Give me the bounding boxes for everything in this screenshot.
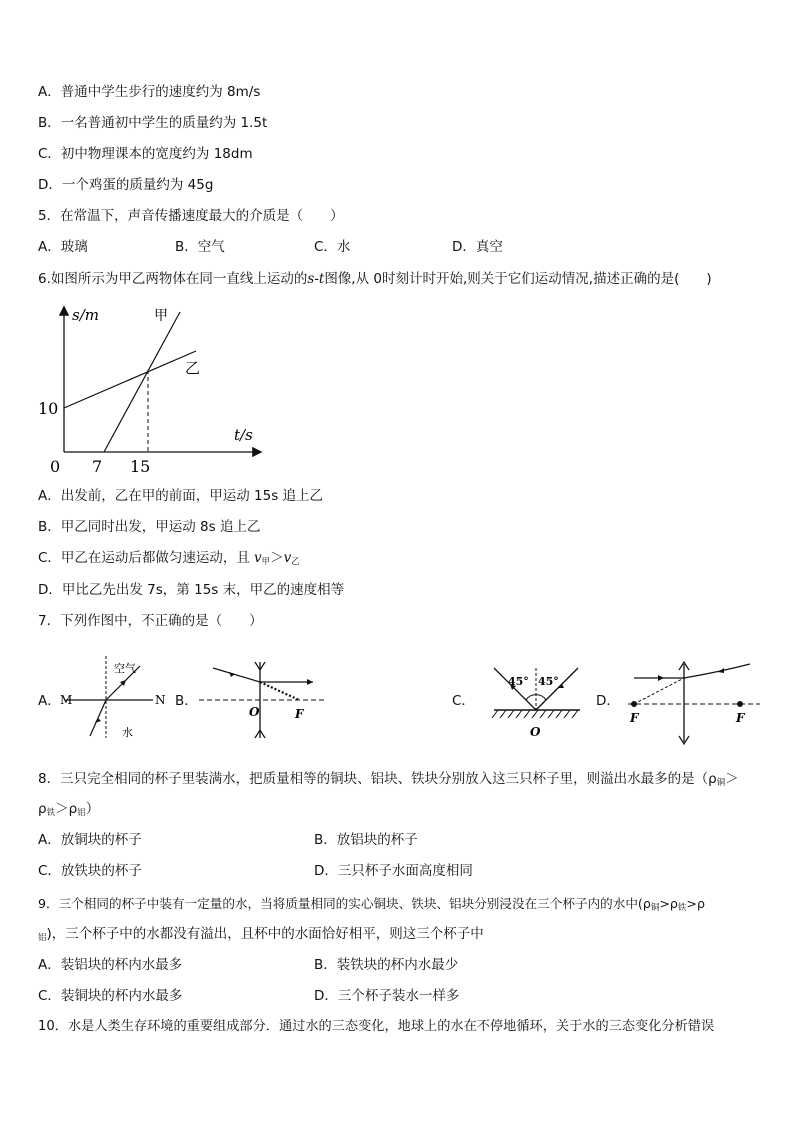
q5-option-b: B．空气 — [175, 239, 225, 255]
q8-option-c: C．放铁块的杯子 — [38, 863, 142, 879]
q6-stem — [38, 270, 712, 288]
q5-stem: 5．在常温下，声音传播速度最大的介质是（ ） — [38, 208, 344, 224]
q7-option-b-label: B． — [175, 693, 198, 709]
q4-option-b: B．一名普通初中学生的质量约为 1.5t — [38, 115, 268, 131]
q9-option-b: B．装铁块的杯内水最少 — [314, 957, 459, 973]
q9-stem-text: 9．三个相同的杯子中装有一定量的水，当将质量相同的实心铜块、铁块、铝块分别浸没在三个杯子内的水中(ρ — [38, 896, 651, 911]
q7-c-angle-right: 45° — [538, 675, 559, 688]
q5-option-a: A．玻璃 — [38, 239, 88, 255]
q9-option-d: D．三个杯子装水一样多 — [314, 988, 460, 1004]
q7-b-f: F — [295, 707, 304, 721]
q8-sub-tie: 铁 — [46, 808, 56, 818]
q7-option-c-label: C． — [452, 693, 475, 709]
q6-x-tick-0: 0 — [50, 457, 61, 476]
q6-v-yi: v — [283, 550, 292, 566]
q4-option-d: D．一个鸡蛋的质量约为 45g — [38, 177, 214, 193]
q5-option-d: D．真空 — [452, 239, 503, 255]
q6-x-axis-label: t/s — [234, 426, 253, 444]
q6-label-jia: 甲 — [154, 308, 168, 324]
q6-label-yi: 乙 — [185, 359, 201, 377]
q6-st-graph — [30, 298, 270, 478]
q9-sub-lv: 铝 — [38, 933, 47, 943]
q6-x-tick-7: 7 — [92, 457, 103, 476]
q6-option-a: A．出发前，乙在甲的前面，甲运动 15s 追上乙 — [38, 488, 324, 504]
q9-sub-tong: 铜 — [650, 903, 660, 913]
q6-option-d: D．甲比乙先出发 7s，第 15s 末，甲乙的速度相等 — [38, 582, 345, 598]
q9-stem-line1 — [38, 895, 705, 917]
q6-stem-st: s-t — [307, 271, 325, 287]
q8-stem-line1 — [38, 770, 739, 792]
q4-option-c: C．初中物理课本的宽度约为 18dm — [38, 146, 253, 162]
q7-a-water: 水 — [122, 726, 133, 739]
q6-option-b: B．甲乙同时出发，甲运动 8s 追上乙 — [38, 519, 261, 535]
q10-stem: 10．水是人类生存环境的重要组成部分．通过水的三态变化，地球上的水在不停地循环，关于水的三态变化分析错误 — [38, 1019, 715, 1034]
q7-option-a-label: A． — [38, 693, 61, 709]
q6-sub-jia: 甲 — [261, 557, 271, 567]
q8-gt2: ＞ρ — [55, 801, 78, 817]
q6-y-tick-10: 10 — [38, 399, 59, 418]
q8-gt1: ＞ — [725, 771, 739, 787]
q7-fig-a-refraction — [58, 652, 173, 742]
q9-gt1: >ρ — [659, 896, 678, 911]
q6-y-axis-label: s/m — [72, 306, 99, 324]
q8-option-a: A．放铜块的杯子 — [38, 832, 142, 848]
q6-line-jia — [104, 312, 180, 452]
q7-option-d-label: D． — [596, 693, 620, 709]
q6-option-c-text: C．甲乙在运动后都做匀速运动，且 — [38, 550, 250, 566]
q7-b-incident-ray — [213, 668, 260, 682]
q7-fig-b-concave-lens — [195, 658, 335, 743]
q7-b-o: O — [249, 705, 260, 719]
q7-c-angle-left: 45° — [508, 675, 529, 688]
q6-sub-yi: 乙 — [291, 557, 300, 567]
q6-option-c — [38, 549, 300, 571]
q7-a-m: M — [60, 693, 73, 707]
q9-stem-line2-text: )，三个杯子中的水都没有溢出，且杯中的水面恰好相平，则这三个杯子中 — [46, 926, 484, 942]
q6-x-tick-15: 15 — [130, 457, 151, 476]
q7-fig-d-convex-lens — [614, 658, 762, 746]
q6-stem-part1: 6.如图所示为甲乙两物体在同一直线上运动的 — [38, 271, 308, 287]
q7-fig-c-reflection — [486, 658, 586, 743]
q8-rho2: ρ — [38, 801, 47, 817]
q7-stem: 7．下列作图中，不正确的是（ ） — [38, 613, 263, 629]
q6-v-jia: v — [253, 550, 262, 566]
q7-d-f-right: F — [736, 711, 745, 725]
q7-d-dashed-ray — [634, 678, 684, 704]
q8-close: ） — [85, 801, 100, 817]
q8-sub-tong: 铜 — [716, 778, 726, 788]
q7-d-refracted-ray — [684, 664, 750, 678]
q7-d-f-left: F — [630, 711, 639, 725]
q5-option-c: C．水 — [314, 239, 351, 255]
q7-b-dotted-ray — [260, 682, 299, 700]
q9-option-a: A．装铝块的杯内水最多 — [38, 957, 183, 973]
q7-a-n: N — [155, 693, 166, 707]
q6-greater: ＞ — [270, 550, 284, 566]
q7-d-focus-right — [737, 701, 743, 707]
q7-a-air: 空气 — [114, 662, 136, 675]
q9-option-c: C．装铜块的杯内水最多 — [38, 988, 183, 1004]
q9-stem-line2 — [38, 925, 484, 947]
q6-stem-part2: 图像,从 0时刻计时开始,则关于它们运动情况,描述正确的是( ) — [324, 271, 712, 287]
q8-option-d: D．三只杯子水面高度相同 — [314, 863, 473, 879]
q4-option-a: A．普通中学生步行的速度约为 8m/s — [38, 84, 261, 100]
q8-stem-line2 — [38, 800, 99, 822]
q9-gt2: >ρ — [686, 896, 705, 911]
q6-line-yi — [64, 351, 196, 408]
q9-sub-tie: 铁 — [677, 903, 687, 913]
q8-stem-text: 8．三只完全相同的杯子里装满水，把质量相等的铜块、铝块、铁块分别放入这三只杯子里，则溢出水最多的是（ρ — [38, 771, 717, 787]
q7-c-o: O — [530, 725, 541, 739]
q8-option-b: B．放铝块的杯子 — [314, 832, 418, 848]
q8-sub-lv: 铝 — [77, 808, 86, 818]
